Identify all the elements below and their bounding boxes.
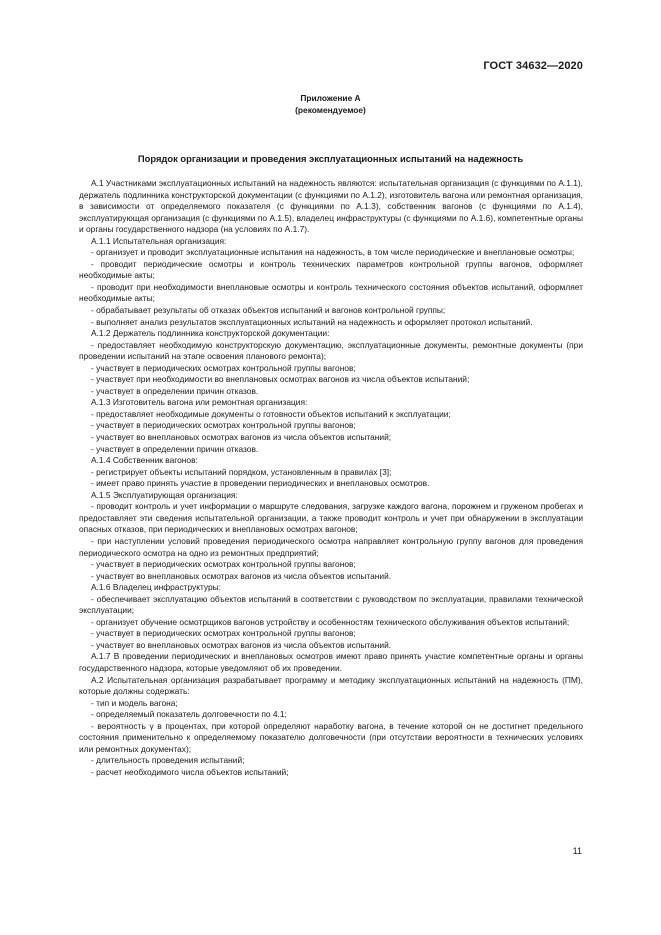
paragraph: А.1.5 Эксплуатирующая организация: [91, 489, 238, 500]
page-number: 11 [572, 846, 582, 856]
list-item: - вероятность γ в процентах, при которой определяют наработку вагона, в течение которой он не достигнет предельного состояния применительно к определяемому показателю долговечности (при отсутствии вероятности в технических условиях или ремонтных документах); [79, 720, 583, 754]
list-item: - определяемый показатель долговечности по 4.1; [91, 709, 287, 720]
paragraph: А.1.6 Владелец инфраструктуры: [91, 582, 222, 593]
list-item: - участвует в периодических осмотрах контрольной группы вагонов; [91, 559, 356, 570]
list-item: - участвует во внеплановых осмотрах вагонов из числа объектов испытаний. [91, 639, 392, 650]
list-item: - участвует в определении причин отказов. [91, 385, 259, 396]
list-item: - предоставляет необходимую конструкторскую документацию, эксплуатационные документы, ремонтные документы (при проведении испытаний на этапе освоения планового ремонта); [79, 339, 583, 362]
paragraph: А.1.1 Испытательная организация: [91, 235, 227, 246]
paragraph: А.2 Испытательная организация разрабатывает программу и методику эксплуатационных испытаний на надежность (ПМ), которые должны содержать: [79, 674, 583, 697]
list-item: - проводит периодические осмотры и контроль технических параметров контрольной группы вагонов, оформляет необходимые акты; [79, 258, 583, 281]
appendix-heading [0, 92, 661, 116]
list-item: - организует обучение осмотрщиков вагонов устройству и особенностям технического обслуживания объектов испытаний; [91, 616, 570, 627]
list-item: - предоставляет необходимые документы о готовности объектов испытаний к эксплуатации; [91, 408, 451, 419]
list-item: - участвует в определении причин отказов. [91, 443, 259, 454]
list-item: - выполняет анализ результатов эксплуатационных испытаний на надежность и оформляет протокол испытаний. [91, 316, 533, 327]
list-item: - расчет необходимого числа объектов испытаний; [91, 766, 289, 777]
list-item: - участвует в периодических осмотрах контрольной группы вагонов; [91, 362, 356, 373]
paragraph: А.1.4 Собственник вагонов: [91, 455, 198, 466]
list-item: - участвует при необходимости во внеплановых осмотрах вагонов из числа объектов испытаний; [91, 374, 470, 385]
appendix-status: (рекомендуемое) [295, 105, 366, 115]
body-text [79, 178, 583, 778]
list-item: - при наступлении условий проведения периодического осмотра направляет контрольную группу вагонов для проведения периодического осмотра на одно из ремонтных предприятий; [79, 535, 583, 558]
list-item: - проводит при необходимости внеплановые осмотры и контроль технического состояния объектов испытаний, оформляет необходимые акты; [79, 281, 583, 304]
list-item: - участвует в периодических осмотрах контрольной группы вагонов; [91, 420, 356, 431]
list-item: - участвует в периодических осмотрах контрольной группы вагонов; [91, 628, 356, 639]
paragraph: А.1.2 Держатель подлинника конструкторской документации: [91, 328, 330, 339]
list-item: - регистрирует объекты испытаний порядком, установленным в правилах [3]; [91, 466, 392, 477]
list-item: - участвует во внеплановых осмотрах вагонов из числа объектов испытаний; [91, 432, 392, 443]
paragraph: А.1.3 Изготовитель вагона или ремонтная организация: [91, 397, 308, 408]
paragraph: А.1.7 В проведении периодических и внеплановых осмотров имеют право принять участие компетентные органы и органы государственного надзора, которые уведомляют об их проведении. [79, 651, 583, 673]
list-item: - участвует во внеплановых осмотрах вагонов из числа объектов испытаний. [91, 570, 392, 581]
list-item: - проводит контроль и учет информации о маршруте следования, загрузке каждого вагона, порожнем и груженом пробегах и предоставляет эти сведения испытательной организации, а также проводит контроль и учет при обнаружении в эксплуатации опасных отказов, при периодических и внеплановых осмотрах вагонов; [79, 501, 583, 535]
list-item: - обрабатывает результаты об отказах объектов испытаний и вагонов контрольной группы; [91, 305, 446, 316]
list-item: - длительность проведения испытаний; [91, 755, 245, 766]
list-item: - организует и проводит эксплуатационные испытания на надежность, в том числе периодические и внеплановые осмотры; [91, 247, 575, 258]
list-item: - имеет право принять участие в проведении периодических и внеплановых осмотров. [91, 478, 430, 489]
standard-designation: ГОСТ 34632—2020 [483, 60, 583, 72]
section-title: Порядок организации и проведения эксплуатационных испытаний на надежность [137, 153, 524, 164]
list-item: - тип и модель вагона; [91, 697, 178, 708]
list-item: - обеспечивает эксплуатацию объектов испытаний в соответствии с руководством по эксплуатации, правилами технической эксплуатации; [79, 593, 583, 616]
appendix-title: Приложение А [300, 93, 361, 103]
paragraph: А.1 Участниками эксплуатационных испытаний на надежность являются: испытательная организация (с функциями по А.1.1), держатель подлинника конструкторской документации (с функциями по А.1.2), изготовитель вагона или ремонтная организация, в зависимости от определяемого показателя (с функциями по А.1.3), собственник вагонов (с функциями по А.1.4), эксплуатирующая организация (с функциями по А.1.5), владелец инфраструктуры (с функциями по А.1.6), компетентные органы и органы государственного надзора (на условиях по А.1.7). [79, 178, 583, 235]
